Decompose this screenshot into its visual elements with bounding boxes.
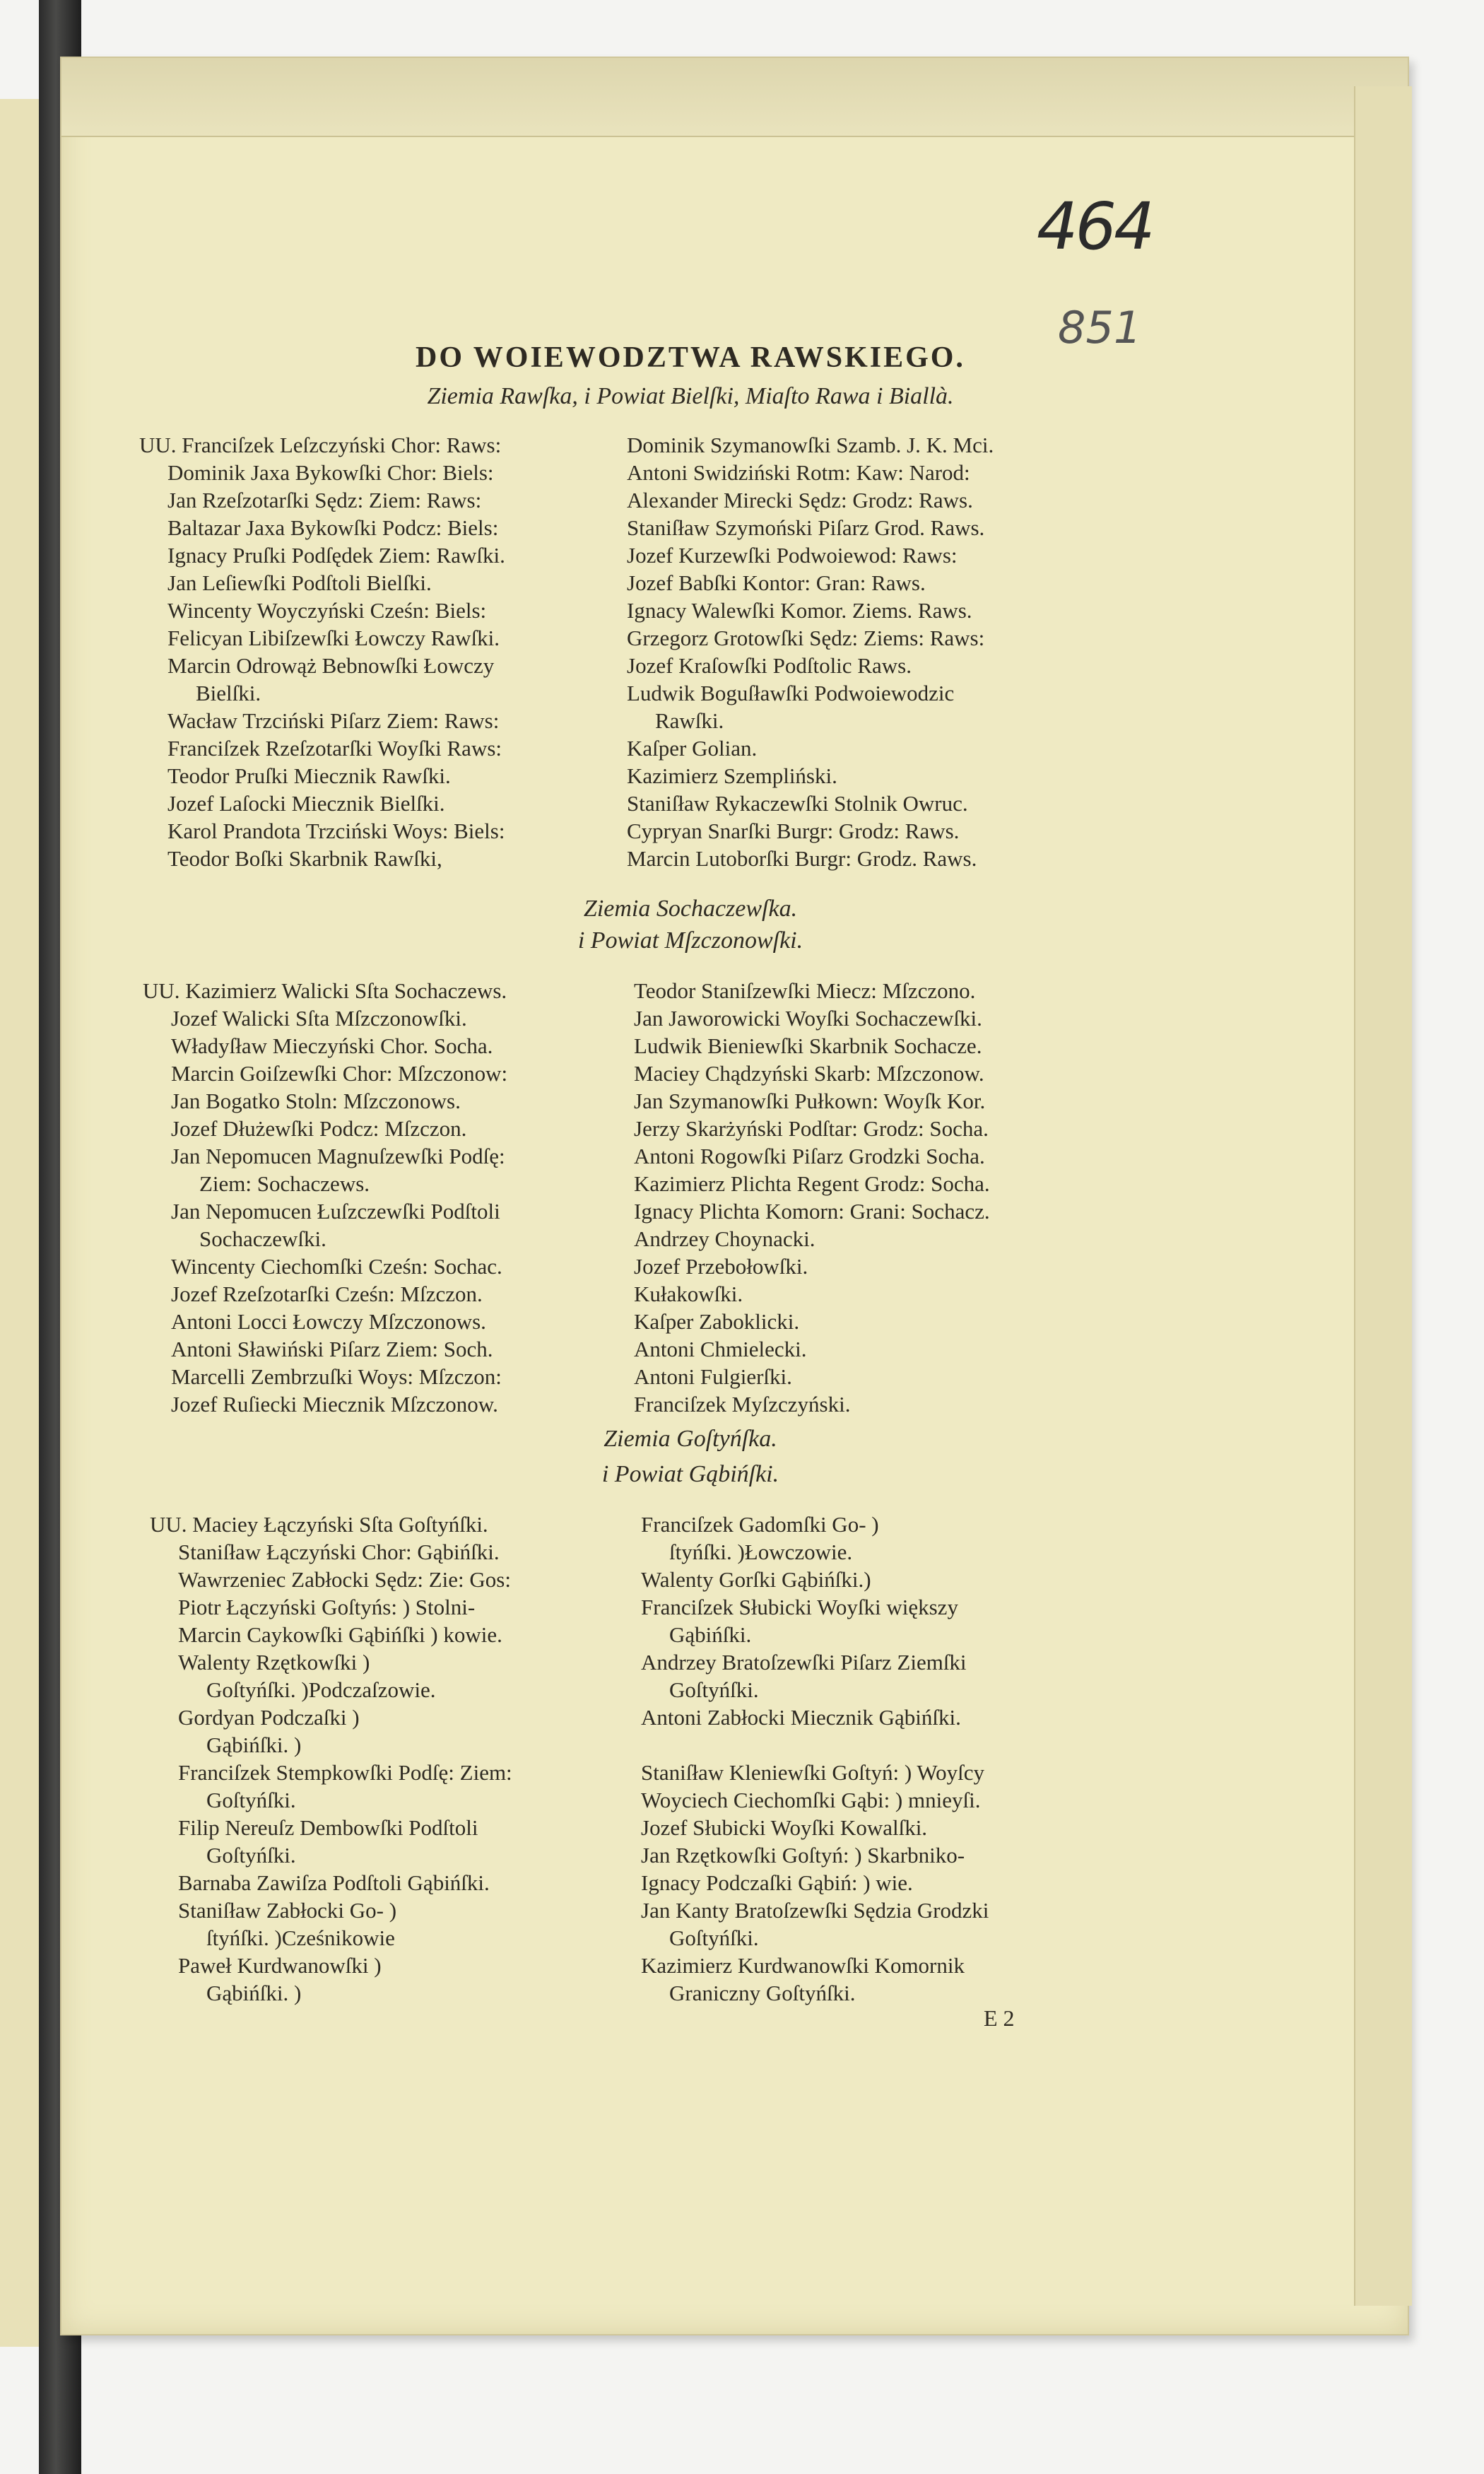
list-item: Jozef Słubicki Woyſki Kowalſki. (641, 1815, 928, 1840)
list-item: Dominik Jaxa Bykowſki Chor: Biels: (167, 460, 494, 485)
list-item: Ignacy Plichta Komorn: Grani: Sochacz. (634, 1199, 990, 1224)
list-item: Alexander Mirecki Sędz: Grodz: Raws. (627, 488, 973, 512)
list-item: Gąbińſki. (669, 1622, 752, 1647)
gostynska-left-column (150, 1511, 512, 2007)
section-subtitle-sochaczewska: Ziemia Sochaczewſka. (583, 896, 798, 922)
list-item: Ziem: Sochaczews. (199, 1171, 370, 1196)
list-item: Barnaba Zawiſza Podſtoli Gąbińſki. (178, 1870, 490, 1895)
list-item: Antoni Zabłocki Miecznik Gąbińſki. (641, 1705, 961, 1730)
list-item: Piotr Łączyński Goſtyńs: ) Stolni- (178, 1595, 476, 1619)
list-item: Staniſław Zabłocki Go- ) (178, 1898, 397, 1923)
list-item: Staniſław Szymoński Piſarz Grod. Raws. (627, 515, 985, 540)
list-item: Jan Leſiewſki Podſtoli Bielſki. (167, 570, 432, 595)
list-item: Ludwik Bieniewſki Skarbnik Sochacze. (634, 1033, 982, 1058)
list-item: Jan Jaworowicki Woyſki Sochaczewſki. (634, 1006, 982, 1031)
page-right-edge (1354, 86, 1412, 2306)
list-item: Jozef Kurzewſki Podwoiewod: Raws: (627, 543, 958, 568)
list-item: Marcin Odrowąż Bebnowſki Łowczy (167, 653, 495, 678)
printer-signature-mark: E 2 (984, 2005, 1015, 2031)
list-item: Cypryan Snarſki Burgr: Grodz: Raws. (627, 819, 960, 843)
list-item: Franciſzek Stempkowſki Podſę: Ziem: (178, 1760, 512, 1785)
list-item: Kaſper Zaboklicki. (634, 1309, 800, 1334)
list-item: Kaſper Golian. (627, 736, 758, 761)
sochaczewska-right-column (634, 977, 990, 1418)
document-heading: DO WOIEWODZTWA RAWSKIEGO. (416, 341, 965, 374)
gostynska-right-column (641, 1511, 989, 2007)
list-item: Antoni Fulgierſki. (634, 1364, 792, 1389)
list-item: Wacław Trzciński Piſarz Ziem: Raws: (167, 708, 500, 733)
list-item: Woyciech Ciechomſki Gąbi: ) mnieyſi. (641, 1788, 981, 1812)
list-item: Andrzey Bratoſzewſki Piſarz Ziemſki (641, 1650, 967, 1675)
list-item: Goſtyńſki. (669, 1677, 759, 1702)
list-item: Ignacy Pruſki Podſędek Ziem: Rawſki. (167, 543, 505, 568)
list-item: ſtyńſki. )Cześnikowie (206, 1925, 395, 1950)
list-item: Maciey Chądzyński Skarb: Mſzczonow. (634, 1061, 984, 1086)
list-item: Sochaczewſki. (199, 1226, 326, 1251)
list-item: UU. Kazimierz Walicki Sſta Sochaczews. (143, 978, 507, 1003)
list-item: Paweł Kurdwanowſki ) (178, 1953, 382, 1978)
list-item: Walenty Rzętkowſki ) (178, 1650, 370, 1675)
list-item: Jan Kanty Bratoſzewſki Sędzia Grodzki (641, 1898, 989, 1923)
list-item: Andrzey Choynacki. (634, 1226, 815, 1251)
list-item: Antoni Sławiński Piſarz Ziem: Soch. (171, 1337, 493, 1361)
list-item: Antoni Locci Łowczy Mſzczonows. (171, 1309, 486, 1334)
list-item (641, 1731, 989, 1759)
list-item: Gąbińſki. ) (206, 1733, 302, 1757)
list-item: Goſtyńſki. (206, 1788, 296, 1812)
list-item: Franciſzek Myſzczyński. (634, 1392, 851, 1417)
list-item: Jozef Dłużewſki Podcz: Mſzczon. (171, 1116, 467, 1141)
list-item: Jan Nepomucen Magnuſzewſki Podſę: (171, 1144, 505, 1168)
list-item: Teodor Boſki Skarbnik Rawſki, (167, 846, 442, 871)
list-item: Goſtyńſki. (669, 1925, 759, 1950)
list-item: Wincenty Woyczyński Cześn: Biels: (167, 598, 487, 623)
list-item: Władyſław Mieczyński Chor. Socha. (171, 1033, 493, 1058)
handwritten-archive-number: 851 (1058, 302, 1142, 353)
list-item: Marcin Caykowſki Gąbińſki ) kowie. (178, 1622, 502, 1647)
list-item: Jan Bogatko Stoln: Mſzczonows. (171, 1089, 461, 1113)
rawska-right-column (627, 431, 994, 872)
list-item: Teodor Pruſki Miecznik Rawſki. (167, 763, 451, 788)
list-item: Felicyan Libiſzewſki Łowczy Rawſki. (167, 626, 500, 650)
list-item: UU. Maciey Łączyński Sſta Goſtyńſki. (150, 1512, 488, 1537)
list-item: Rawſki. (655, 708, 724, 733)
list-item: Wawrzeniec Zabłocki Sędz: Zie: Gos: (178, 1567, 511, 1592)
list-item: Kazimierz Kurdwanowſki Komornik (641, 1953, 965, 1978)
list-item: Franciſzek Rzeſzotarſki Woyſki Raws: (167, 736, 502, 761)
list-item: Ignacy Podczaſki Gąbiń: ) wie. (641, 1870, 913, 1895)
list-item: Ignacy Walewſki Komor. Ziems. Raws. (627, 598, 972, 623)
list-item: Franciſzek Gadomſki Go- ) (641, 1512, 879, 1537)
list-item: Walenty Gorſki Gąbińſki.) (641, 1567, 871, 1592)
list-item: Karol Prandota Trzciński Woys: Biels: (167, 819, 505, 843)
list-item: Jozef Laſocki Miecznik Bielſki. (167, 791, 445, 816)
list-item: Jozef Kraſowſki Podſtolic Raws. (627, 653, 912, 678)
list-item: Jozef Ruſiecki Miecznik Mſzczonow. (171, 1392, 498, 1417)
list-item: Jozef Rzeſzotarſki Cześn: Mſzczon. (171, 1282, 483, 1306)
list-item: Antoni Chmielecki. (634, 1337, 807, 1361)
list-item: Marcin Lutoborſki Burgr: Grodz. Raws. (627, 846, 977, 871)
section-subtitle-rawska: Ziemia Rawſka, i Powiat Bielſki, Miaſto Rawa i Biallà. (427, 383, 954, 409)
list-item: Kazimierz Szempliński. (627, 763, 837, 788)
list-item: Kułakowſki. (634, 1282, 743, 1306)
list-item: Staniſław Rykaczewſki Stolnik Owruc. (627, 791, 968, 816)
document-page (60, 57, 1409, 2335)
list-item: Marcelli Zembrzuſki Woys: Mſzczon: (171, 1364, 502, 1389)
list-item: Gąbińſki. ) (206, 1981, 302, 2005)
list-item: Teodor Staniſzewſki Miecz: Mſzczono. (634, 978, 976, 1003)
list-item: ſtyńſki. )Łowczowie. (669, 1540, 853, 1564)
sochaczewska-left-column (143, 977, 508, 1418)
list-item: Jozef Babſki Kontor: Gran: Raws. (627, 570, 926, 595)
rawska-left-column (139, 431, 505, 872)
list-item: Grzegorz Grotowſki Sędz: Ziems: Raws: (627, 626, 985, 650)
list-item: Wincenty Ciechomſki Cześn: Sochac. (171, 1254, 502, 1279)
list-item: Jan Szymanowſki Pułkown: Woyſk Kor. (634, 1089, 986, 1113)
list-item: Jan Nepomucen Łuſzczewſki Podſtoli (171, 1199, 500, 1224)
list-item: Franciſzek Słubicki Woyſki większy (641, 1595, 958, 1619)
list-item: Filip Nereuſz Dembowſki Podſtoli (178, 1815, 478, 1840)
list-item: Jozef Walicki Sſta Mſzczonowſki. (171, 1006, 467, 1031)
list-item: Kazimierz Plichta Regent Grodz: Socha. (634, 1171, 990, 1196)
list-item: Ludwik Boguſławſki Podwoiewodzic (627, 681, 955, 705)
list-item: Goſtyńſki. )Podczaſzowie. (206, 1677, 436, 1702)
list-item: Jozef Przebołowſki. (634, 1254, 808, 1279)
list-item: Jan Rzętkowſki Goſtyń: ) Skarbniko- (641, 1843, 965, 1868)
list-item: Bielſki. (196, 681, 261, 705)
list-item: Dominik Szymanowſki Szamb. J. K. Mci. (627, 433, 994, 457)
handwritten-folio-number: 464 (1037, 189, 1153, 264)
list-item: Jerzy Skarżyński Podſtar: Grodz: Socha. (634, 1116, 989, 1141)
list-item: Staniſław Kleniewſki Goſtyń: ) Woyſcy (641, 1760, 984, 1785)
list-item: Jan Rzeſzotarſki Sędz: Ziem: Raws: (167, 488, 482, 512)
list-item: Antoni Swidziński Rotm: Kaw: Narod: (627, 460, 970, 485)
list-item: Goſtyńſki. (206, 1843, 296, 1868)
list-item: Staniſław Łączyński Chor: Gąbińſki. (178, 1540, 500, 1564)
section-subtitle-mszczonowski: i Powiat Mſzczonowſki. (577, 927, 803, 954)
list-item: Marcin Goiſzewſki Chor: Mſzczonow: (171, 1061, 508, 1086)
list-item: UU. Franciſzek Leſzczyński Chor: Raws: (139, 433, 502, 457)
list-item: Graniczny Goſtyńſki. (669, 1981, 856, 2005)
page-top-fold (61, 58, 1408, 137)
list-item: Gordyan Podczaſki ) (178, 1705, 360, 1730)
section-subtitle-gabinski: i Powiat Gąbińſki. (601, 1461, 779, 1487)
section-subtitle-gostynska: Ziemia Goſtyńſka. (603, 1426, 777, 1452)
list-item: Antoni Rogowſki Piſarz Grodzki Socha. (634, 1144, 985, 1168)
list-item: Baltazar Jaxa Bykowſki Podcz: Biels: (167, 515, 499, 540)
